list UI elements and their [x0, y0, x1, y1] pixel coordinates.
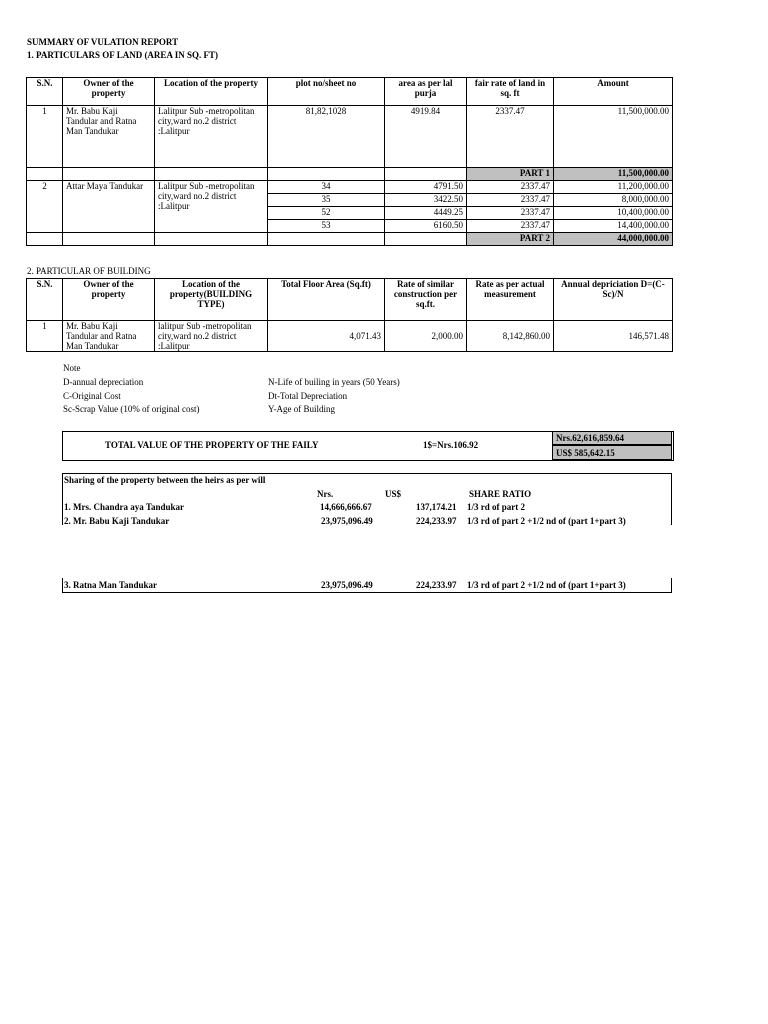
part2-total: 44,000,000.00 — [554, 233, 673, 246]
land-rate: 2337.47 — [467, 106, 554, 168]
land-header-amount: Amount — [554, 78, 673, 106]
total-usd: US$ 585,642.15 — [556, 448, 615, 458]
part2-label: PART 2 — [467, 233, 554, 246]
building-floor-area: 4,071.43 — [268, 321, 385, 352]
land-header-plot: plot no/sheet no — [268, 78, 385, 106]
heir-ratio: 1/3 rd of part 2 +1/2 nd of (part 1+part 3) — [467, 516, 626, 526]
sharing-right-border — [671, 578, 672, 593]
heir-nrs: 23,975,096.49 — [321, 516, 373, 526]
land-plot: 35 — [268, 194, 385, 207]
land-owner: Attar Maya Tandukar — [63, 181, 155, 233]
land-amount: 10,400,000.00 — [554, 207, 673, 220]
land-header-owner: Owner of the property — [63, 78, 155, 106]
heir-nrs: 14,666,666.67 — [320, 502, 372, 512]
land-plot: 81,82,1028 — [268, 106, 385, 168]
sharing-col-nrs: Nrs. — [317, 489, 334, 499]
land-sn: 2 — [27, 181, 63, 233]
building-header-depreciation: Annual depriciation D=(C-Sc)/N — [554, 279, 673, 321]
land-plot: 53 — [268, 220, 385, 233]
note-item: N-Life of builing in years (50 Years) — [268, 377, 400, 387]
note-item: Y-Age of Building — [268, 404, 335, 414]
building-depreciation: 146,571.48 — [554, 321, 673, 352]
land-table — [26, 77, 673, 246]
note-item: Dt-Total Depreciation — [268, 391, 348, 401]
building-sn: 1 — [27, 321, 63, 352]
land-location: Lalitpur Sub -metropolitan city,ward no.2 district :Lalitpur — [155, 106, 268, 168]
building-header-rate-actual: Rate as per actual measurement — [467, 279, 554, 321]
building-header-location: Location of the property(BUILDING TYPE) — [155, 279, 268, 321]
land-amount: 11,200,000.00 — [554, 181, 673, 194]
sharing-left-border — [62, 578, 63, 593]
note-item: Sc-Scrap Value (10% of original cost) — [63, 404, 200, 414]
land-amount: 8,000,000.00 — [554, 194, 673, 207]
heir-usd: 137,174.21 — [416, 502, 457, 512]
land-area: 6160.50 — [385, 220, 467, 233]
heir-name: 3. Ratna Man Tandukar — [64, 580, 158, 590]
heir-usd: 224,233.97 — [416, 580, 457, 590]
sharing-left-border — [62, 473, 63, 525]
sharing-col-usd: US$ — [385, 489, 402, 499]
building-rate-actual: 8,142,860.00 — [467, 321, 554, 352]
land-area: 4791.50 — [385, 181, 467, 194]
land-header-area: area as per lal purja — [385, 78, 467, 106]
land-rate: 2337.47 — [467, 181, 554, 194]
heir-usd: 224,233.97 — [416, 516, 457, 526]
land-location: Lalitpur Sub -metropolitan city,ward no.2 district :Lalitpur — [155, 181, 268, 233]
section1-title: 1. PARTICULARS OF LAND (AREA IN SQ. FT) — [27, 50, 218, 60]
land-amount: 11,500,000.00 — [554, 106, 673, 168]
sharing-col-ratio: SHARE RATIO — [469, 489, 532, 499]
land-rate: 2337.47 — [467, 220, 554, 233]
section2-title: 2. PARTICULAR OF BUILDING — [27, 266, 151, 276]
land-amount: 14,400,000.00 — [554, 220, 673, 233]
part1-label: PART 1 — [467, 168, 554, 181]
building-header-sn: S.N. — [27, 279, 63, 321]
total-nrs: Nrs.62,616,859.64 — [556, 433, 624, 443]
land-header-sn: S.N. — [27, 78, 63, 106]
building-header-owner: Owner of the property — [63, 279, 155, 321]
heir-name: 1. Mrs. Chandra aya Tandukar — [64, 502, 185, 512]
total-label: TOTAL VALUE OF THE PROPERTY OF THE FAILY — [105, 440, 319, 450]
sharing-top-border — [62, 473, 672, 474]
land-area: 3422.50 — [385, 194, 467, 207]
building-table — [26, 278, 673, 352]
land-header-rate: fair rate of land in sq. ft — [467, 78, 554, 106]
building-owner: Mr. Babu Kaji Tandular and Ratna Man Tandukar — [63, 321, 155, 352]
land-rate: 2337.47 — [467, 194, 554, 207]
land-owner: Mr. Babu Kaji Tandular and Ratna Man Tandukar — [63, 106, 155, 168]
note-item: D-annual depreciation — [63, 377, 144, 387]
building-header-floor-area: Total Floor Area (Sq.ft) — [268, 279, 385, 321]
land-sn: 1 — [27, 106, 63, 168]
land-plot: 34 — [268, 181, 385, 194]
building-rate-similar: 2,000.00 — [385, 321, 467, 352]
heir-name: 2. Mr. Babu Kaji Tandukar — [64, 516, 170, 526]
land-header-location: Location of the property — [155, 78, 268, 106]
sharing-bottom-border — [62, 592, 672, 593]
total-usd-cell — [552, 445, 672, 460]
heir-ratio: 1/3 rd of part 2 +1/2 nd of (part 1+part 3) — [467, 580, 626, 590]
note-item: C-Original Cost — [63, 391, 121, 401]
land-area: 4449.25 — [385, 207, 467, 220]
total-nrs-cell — [552, 431, 672, 445]
land-area: 4919.84 — [385, 106, 467, 168]
part1-total: 11,500,000.00 — [554, 168, 673, 181]
land-plot: 52 — [268, 207, 385, 220]
sharing-right-border — [671, 473, 672, 525]
heir-nrs: 23,975,096.49 — [321, 580, 373, 590]
sharing-heading: Sharing of the property between the heirs as per will — [64, 475, 266, 485]
land-rate: 2337.47 — [467, 207, 554, 220]
exchange-rate: 1$=Nrs.106.92 — [423, 440, 479, 450]
note-heading: Note — [63, 363, 81, 373]
building-header-rate-similar: Rate of similar construction per sq.ft. — [385, 279, 467, 321]
report-title: SUMMARY OF VULATION REPORT — [27, 37, 179, 47]
building-location: lalitpur Sub -metropolitan city,ward no.2 district :Lalitpur — [155, 321, 268, 352]
heir-ratio: 1/3 rd of part 2 — [467, 502, 525, 512]
